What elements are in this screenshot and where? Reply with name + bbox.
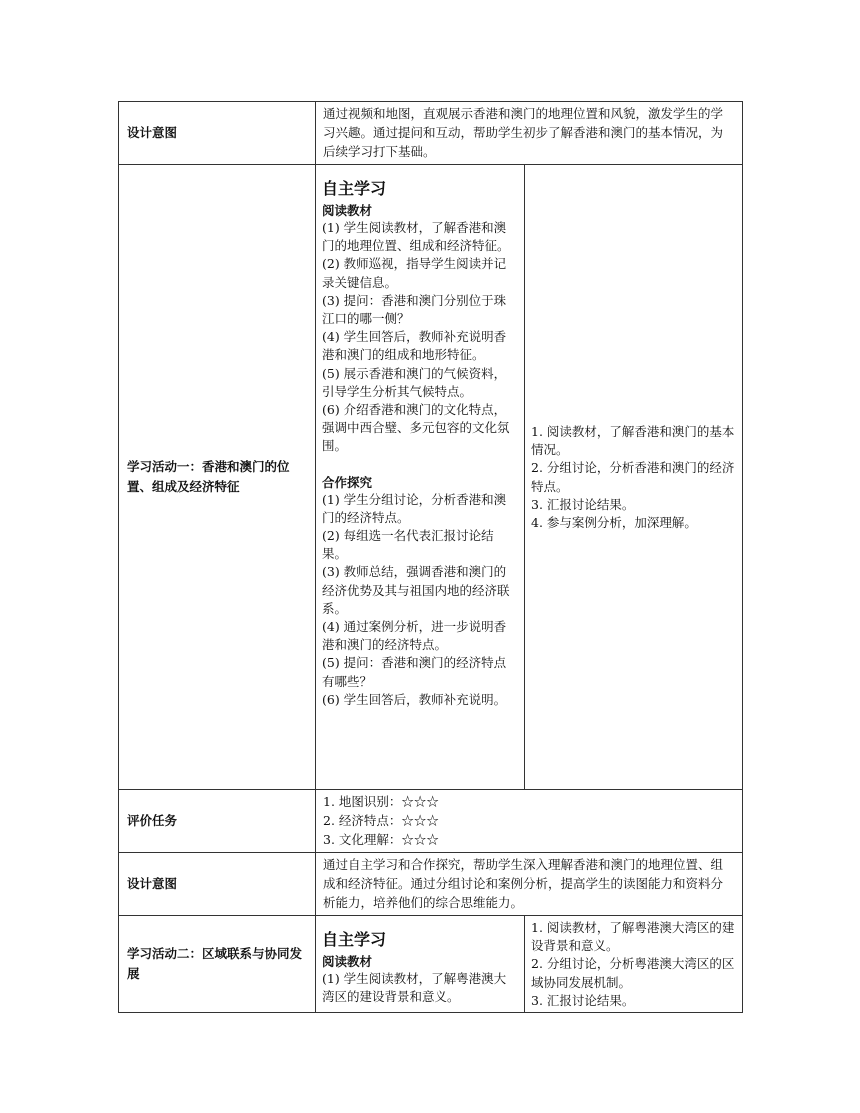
list-item: 2. 分组讨论，分析粤港澳大湾区的区域协同发展机制。 [531, 956, 735, 990]
list-item: (1) 学生阅读教材，了解香港和澳门的地理位置、组成和经济特征。 [322, 220, 510, 254]
list-item: (2) 教师巡视，指导学生阅读并记录关键信息。 [322, 256, 507, 290]
activity-two-row [119, 916, 743, 1013]
list-item: (3) 提问：香港和澳门分别位于珠江口的哪一侧？ [322, 292, 507, 327]
activity-one-student-cell [525, 165, 743, 790]
list-item: (4) 通过案例分析，进一步说明香港和澳门的经济特点。 [322, 619, 507, 653]
self-study-heading: 自主学习 [322, 179, 387, 198]
list-item: (1) 学生阅读教材，了解粤港澳大湾区的建设背景和意义。 [322, 971, 507, 1005]
list-item: (6) 学生回答后，教师补充说明。 [322, 691, 507, 707]
list-item: (3) 教师总结，强调香港和澳门的经济优势及其与祖国内地的经济联系。 [322, 564, 510, 616]
list-item: 3. 汇报讨论结果。 [531, 992, 635, 1008]
list-item: (2) 每组选一名代表汇报讨论结果。 [322, 528, 494, 562]
activity-one-label: 学习活动一：香港和澳门的位置、组成及经济特征 [119, 165, 316, 790]
list-item: 1. 阅读教材，了解粤港澳大湾区的建设背景和意义。 [531, 920, 735, 954]
list-item: 3. 汇报讨论结果。 [531, 496, 635, 512]
activity-two-teacher-cell [316, 916, 525, 1013]
self-study-heading: 自主学习 [322, 930, 387, 949]
read-textbook-heading: 阅读教材 [322, 203, 373, 218]
evaluation-label: 评价任务 [119, 790, 316, 853]
design-intent-row-1 [119, 102, 743, 165]
evaluation-row [119, 790, 743, 853]
design-intent-label: 设计意图 [119, 102, 316, 165]
design-intent-row-2 [119, 853, 743, 916]
lesson-plan-table [118, 101, 743, 1013]
list-item: 2. 经济特点：☆☆☆ [323, 813, 439, 828]
list-item: (5) 提问：香港和澳门的经济特点有哪些？ [322, 655, 507, 689]
design-intent-label: 设计意图 [119, 853, 316, 916]
list-item: (5) 展示香港和澳门的气候资料，引导学生分析其气候特点。 [322, 365, 507, 399]
activity-two-student-cell [525, 916, 743, 1013]
list-item: 3. 文化理解：☆☆☆ [323, 832, 439, 847]
list-item: (6) 介绍香港和澳门的文化特点，强调中西合璧、多元包容的文化氛围。 [322, 402, 510, 454]
design-intent-text: 通过视频和地图，直观展示香港和澳门的地理位置和风貌，激发学生的学习兴趣。通过提问和互动，帮助学生初步了解香港和澳门的基本情况，为后续学习打下基础。 [316, 102, 743, 165]
activity-two-label: 学习活动二：区域联系与协同发展 [119, 916, 316, 1013]
list-item: 4. 参与案例分析，加深理解。 [531, 514, 697, 530]
activity-one-teacher-cell [316, 165, 525, 790]
cooperative-inquiry-heading: 合作探究 [322, 474, 373, 490]
design-intent-text: 通过自主学习和合作探究，帮助学生深入理解香港和澳门的地理位置、组成和经济特征。通过分组讨论和案例分析，提高学生的读图能力和资料分析能力，培养他们的综合思维能力。 [316, 853, 743, 916]
list-item: 2. 分组讨论，分析香港和澳门的经济特点。 [531, 460, 735, 494]
list-item: 1. 地图识别：☆☆☆ [323, 794, 439, 809]
list-item: 1. 阅读教材，了解香港和澳门的基本情况。 [531, 423, 735, 458]
activity-one-row [119, 165, 743, 790]
list-item: (1) 学生分组讨论，分析香港和澳门的经济特点。 [322, 491, 507, 525]
list-item: (4) 学生回答后，教师补充说明香港和澳门的组成和地形特征。 [322, 329, 507, 363]
evaluation-cell [316, 790, 743, 853]
read-textbook-heading: 阅读教材 [322, 954, 373, 969]
